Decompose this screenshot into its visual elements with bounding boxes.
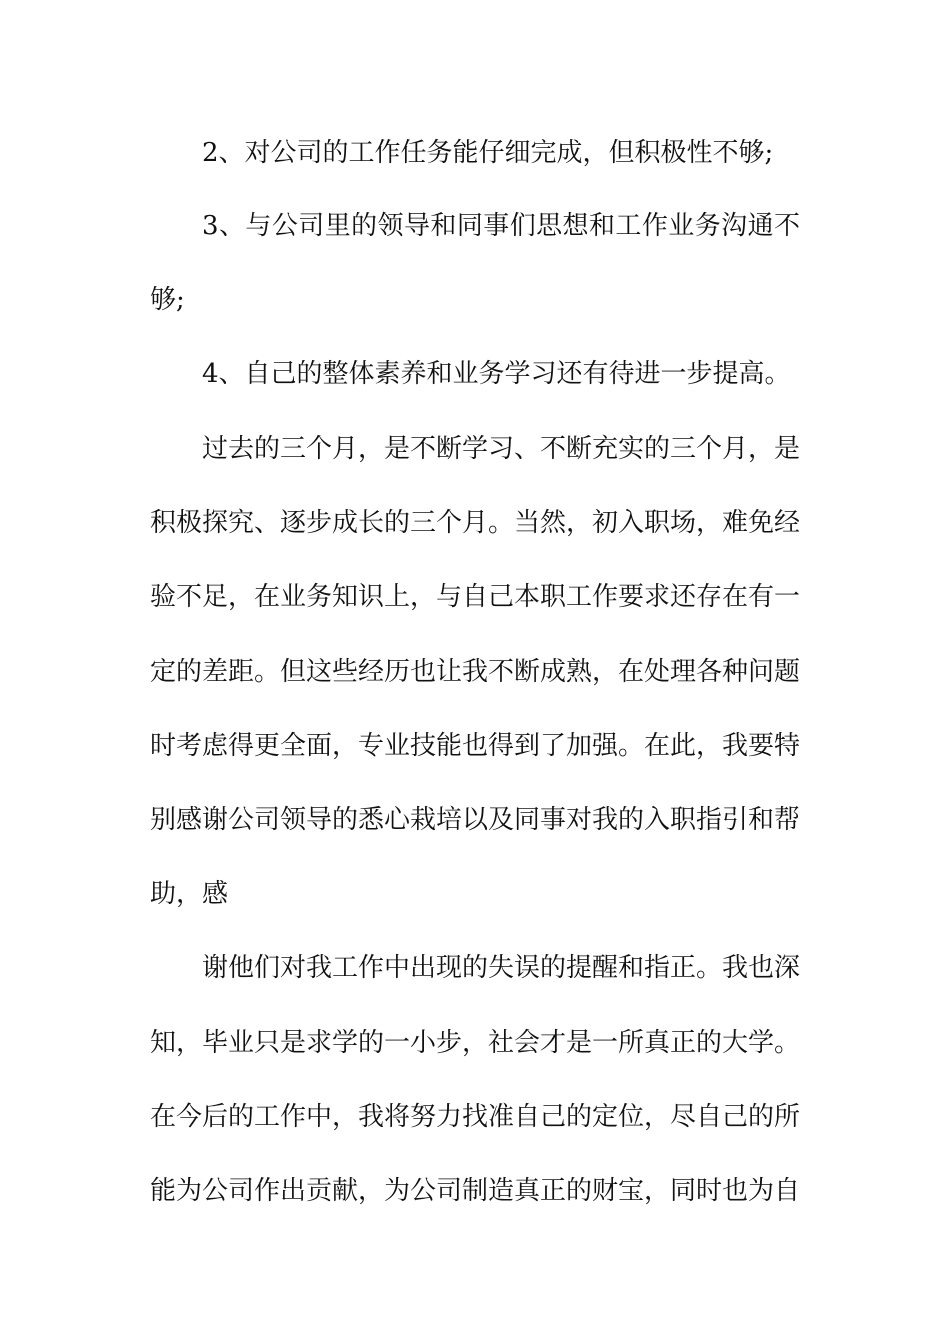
text-line: 4、自己的整体素养和业务学习还有待进一步提高。 xyxy=(202,359,791,389)
text-line: 过去的三个月，是不断学习、不断充实的三个月，是 xyxy=(202,434,801,464)
text-line: 别感谢公司领导的悉心栽培以及同事对我的入职指引和帮 xyxy=(150,805,801,835)
text-line: 谢他们对我工作中出现的失误的提醒和指正。我也深 xyxy=(202,953,801,983)
text-line: 知，毕业只是求学的一小步，社会才是一所真正的大学。 xyxy=(150,1028,801,1058)
text-line: 验不足，在业务知识上，与自己本职工作要求还存在有一 xyxy=(150,582,801,612)
text-line: 积极探究、逐步成长的三个月。当然，初入职场，难免经 xyxy=(150,508,801,538)
text-line: 能为公司作出贡献，为公司制造真正的财宝，同时也为自 xyxy=(150,1176,801,1206)
text-line: 3、与公司里的领导和同事们思想和工作业务沟通不 xyxy=(202,211,800,241)
text-line: 2、对公司的工作任务能仔细完成，但积极性不够; xyxy=(202,138,774,168)
text-line: 定的差距。但这些经历也让我不断成熟，在处理各种问题 xyxy=(150,657,801,687)
text-line: 助，感 xyxy=(150,879,229,909)
text-line: 在今后的工作中，我将努力找准自己的定位，尽自己的所 xyxy=(150,1102,801,1132)
text-line: 够; xyxy=(150,285,185,315)
text-line: 时考虑得更全面，专业技能也得到了加强。在此，我要特 xyxy=(150,731,801,761)
